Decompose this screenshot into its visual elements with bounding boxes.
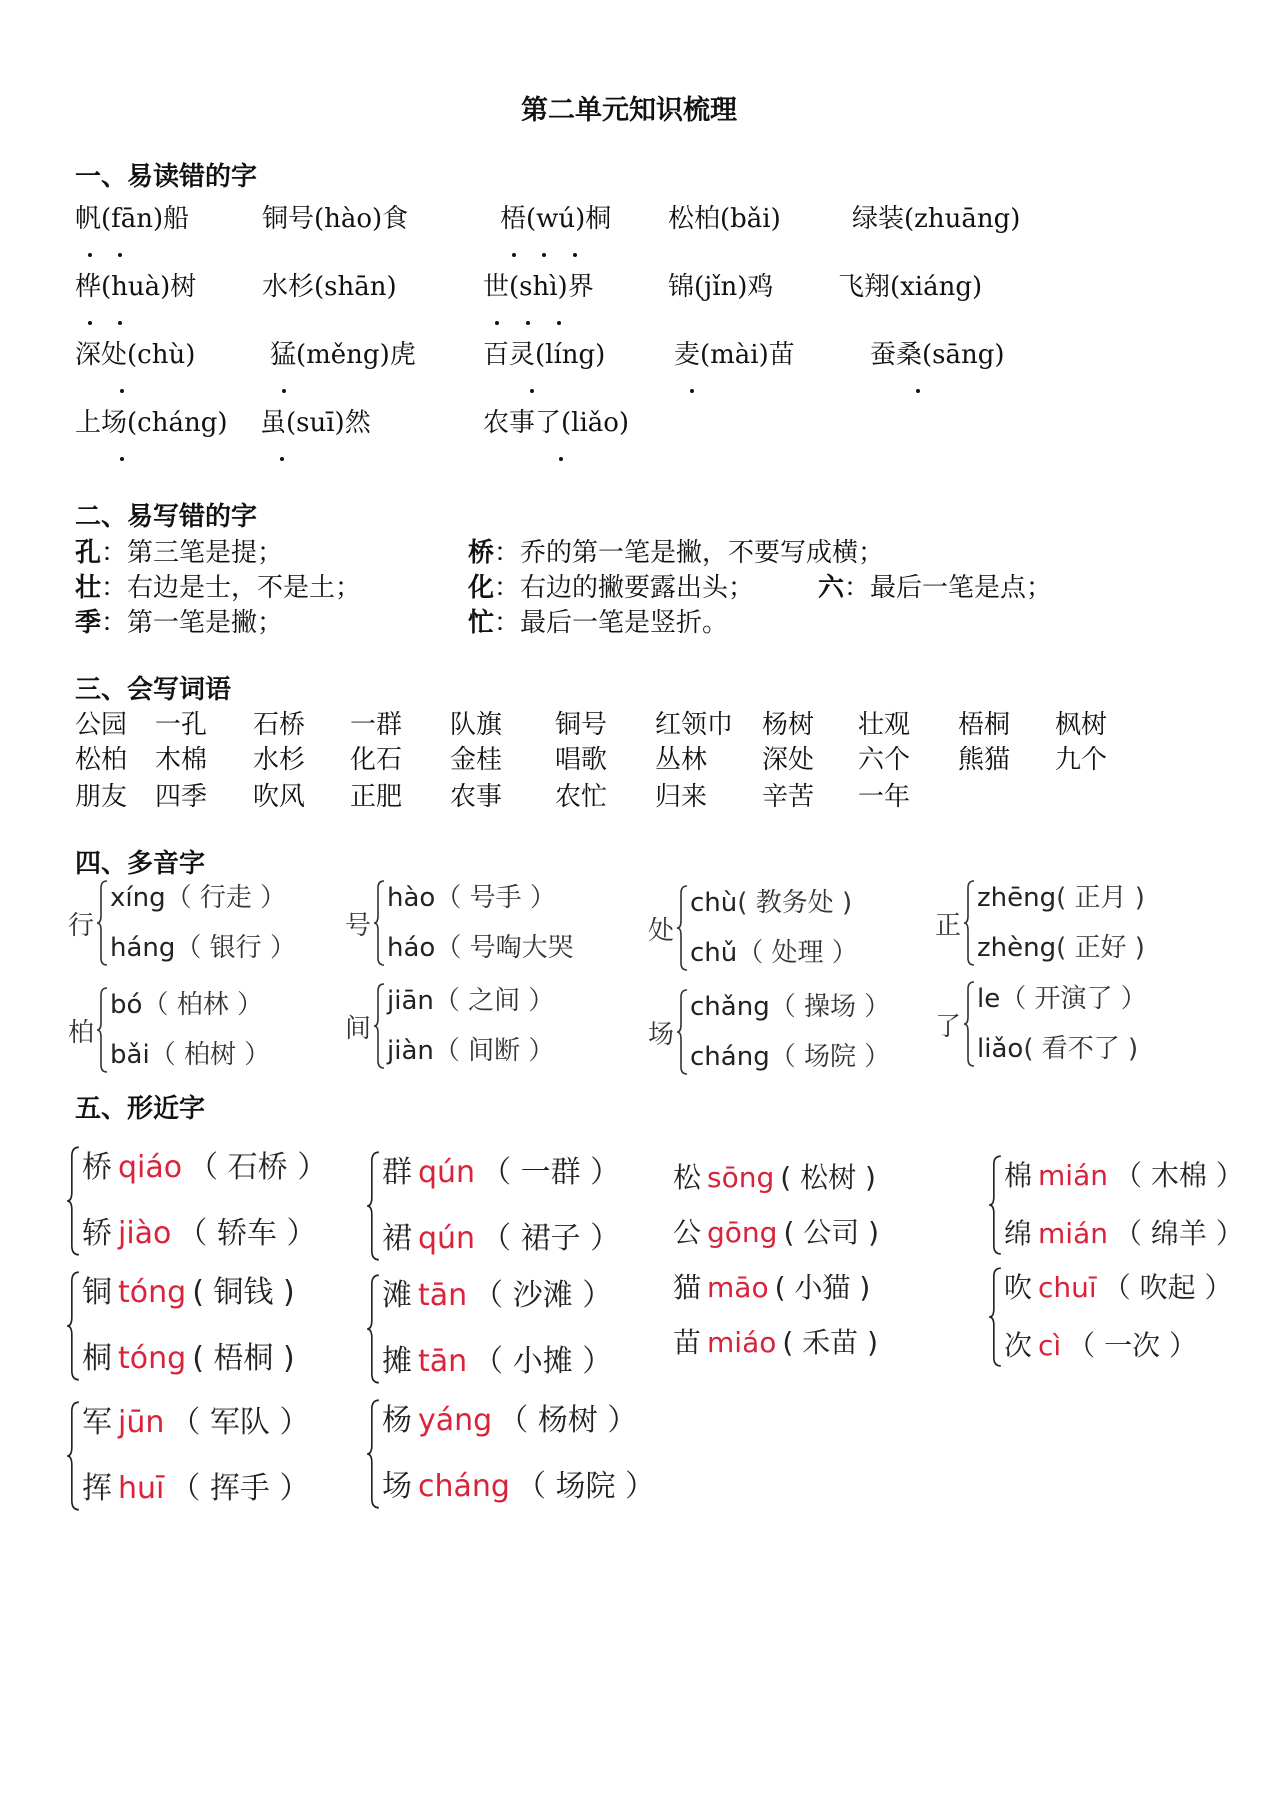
- similar-char: 裙: [382, 1221, 412, 1256]
- word: 铜号: [555, 710, 608, 740]
- miswritten-note: 右边是士，不是土；: [127, 573, 362, 603]
- similar-char: 场: [382, 1469, 412, 1504]
- word: 九个: [1055, 745, 1108, 775]
- polyphonic-group-jian: [345, 978, 554, 1074]
- word: 木棉: [155, 745, 208, 775]
- similar-line: [82, 1206, 327, 1262]
- misread-item: 农事了(liǎo): [483, 408, 630, 438]
- miswritten-char: 六: [818, 573, 845, 603]
- polyphonic-group-chang: [648, 984, 890, 1080]
- brace-icon: [676, 989, 688, 1075]
- misread-item: 水杉(shān): [262, 272, 397, 302]
- similar-line: [82, 1331, 295, 1387]
- example-word: （ 轿车 ）: [177, 1216, 317, 1251]
- word: 队旗: [450, 710, 503, 740]
- similar-line: [82, 1461, 309, 1517]
- similar-char: 挥: [82, 1471, 112, 1506]
- word: 红领巾: [655, 710, 734, 740]
- emphasis-dot: [88, 253, 92, 257]
- example-word: （ 裙子 ）: [481, 1221, 621, 1256]
- pinyin: qún: [418, 1221, 476, 1256]
- misread-item: 深处(chù): [75, 340, 196, 370]
- word: 朋友: [75, 782, 128, 812]
- miswritten-note: 第三笔是提；: [127, 538, 284, 568]
- word: 农忙: [555, 782, 608, 812]
- emphasis-dot: [118, 253, 122, 257]
- pinyin: cháng: [418, 1469, 510, 1504]
- brace-icon: [366, 1151, 380, 1261]
- misread-item: 世(shì)界: [483, 272, 594, 302]
- brace-icon: [96, 880, 108, 966]
- pinyin: zhèng: [977, 933, 1057, 963]
- similar-line: [1004, 1262, 1233, 1314]
- similar-pair-qun: [366, 1145, 620, 1267]
- reading-line: [690, 930, 858, 976]
- word: 一孔: [155, 710, 208, 740]
- reading-line: [387, 978, 554, 1024]
- similar-char: 摊: [382, 1344, 412, 1379]
- pinyin: hào: [387, 883, 436, 913]
- example-word: （ 开演了 ）: [1000, 984, 1147, 1014]
- similar-line: [1004, 1208, 1244, 1260]
- similar-line: [1004, 1150, 1244, 1202]
- polyphonic-group-hao: [345, 875, 574, 971]
- emphasis-dot: [526, 321, 530, 325]
- section-heading-polyphonic: 四、多音字: [75, 849, 206, 879]
- similar-line: [382, 1334, 612, 1390]
- pinyin: jiàn: [387, 1036, 434, 1066]
- example-word: （ 号啕大哭: [435, 933, 574, 963]
- similar-line: [82, 1265, 295, 1321]
- emphasis-dot: [916, 389, 920, 393]
- word: 杨树: [762, 710, 815, 740]
- similar-char: 吹: [1004, 1271, 1033, 1304]
- similar-pair-tan: [366, 1268, 612, 1390]
- reading-line: [690, 984, 890, 1030]
- separator: ：: [101, 608, 128, 638]
- brace-icon: [66, 1271, 80, 1381]
- pinyin: le: [977, 984, 1001, 1014]
- emphasis-dot: [557, 321, 561, 325]
- reading-line: [387, 1028, 554, 1074]
- example-word: ( 禾苗 ): [782, 1326, 879, 1359]
- similar-line: [673, 1260, 879, 1315]
- miswritten-char: 孔: [75, 538, 102, 568]
- miswritten-note: 乔的第一笔是撇，不要写成横；: [520, 538, 885, 568]
- word: 丛林: [655, 745, 708, 775]
- similar-pair-yang-chang: [366, 1393, 655, 1515]
- emphasis-dot: [542, 253, 546, 257]
- emphasis-dot: [118, 321, 122, 325]
- miswritten-note: 最后一笔是竖折。: [520, 608, 729, 638]
- example-word: ( 小猫 ): [774, 1271, 871, 1304]
- example-word: （ 处理 ）: [737, 938, 858, 968]
- miswritten-note: 第一笔是撇；: [127, 608, 284, 638]
- similar-char: 轿: [82, 1216, 112, 1251]
- word: 石桥: [253, 710, 306, 740]
- example-word: ( 正月 ): [1056, 883, 1145, 913]
- word: 正肥: [350, 782, 403, 812]
- page-title: 第二单元知识梳理: [521, 95, 737, 126]
- polyphonic-group-le: [935, 976, 1147, 1072]
- word: 六个: [858, 745, 911, 775]
- brace-icon: [988, 1267, 1002, 1367]
- similar-char: 军: [82, 1405, 112, 1440]
- pinyin: cháng: [690, 1042, 770, 1072]
- emphasis-dot: [280, 457, 284, 461]
- reading-line: [690, 1034, 890, 1080]
- reading-line: [387, 875, 574, 921]
- polyphonic-group-bai: [68, 982, 270, 1078]
- separator: ：: [494, 573, 521, 603]
- pinyin: miáo: [707, 1326, 777, 1359]
- section-heading-miswritten: 二、易写错的字: [75, 502, 258, 532]
- separator: ：: [101, 573, 128, 603]
- pinyin: qún: [418, 1155, 476, 1190]
- reading-line: [977, 925, 1145, 971]
- word: 金桂: [450, 745, 503, 775]
- separator: ：: [494, 538, 521, 568]
- word: 松柏: [75, 745, 128, 775]
- polyphonic-group-xing: [68, 875, 296, 971]
- pinyin: zhēng: [977, 883, 1057, 913]
- miswritten-char: 壮: [75, 573, 102, 603]
- brace-icon: [66, 1401, 80, 1511]
- pinyin: jiān: [387, 986, 434, 1016]
- similar-char: 桥: [82, 1150, 112, 1185]
- misread-item: 松柏(bǎi): [668, 204, 781, 234]
- word: 一群: [350, 710, 403, 740]
- separator: ：: [494, 608, 521, 638]
- polyphonic-group-chu: [648, 880, 858, 976]
- example-word: （ 吹起 ）: [1102, 1271, 1233, 1304]
- similar-char: 杨: [382, 1403, 412, 1438]
- emphasis-dot: [495, 321, 499, 325]
- word: 唱歌: [555, 745, 608, 775]
- miswritten-note: 右边的撇要露出头；: [520, 573, 755, 603]
- polyphonic-char: 间: [345, 1013, 372, 1044]
- word: 四季: [155, 782, 208, 812]
- brace-icon: [66, 1146, 80, 1256]
- separator: ：: [844, 573, 871, 603]
- pinyin: mián: [1038, 1217, 1108, 1250]
- miswritten-char: 化: [468, 573, 495, 603]
- word: 农事: [450, 782, 503, 812]
- similar-pair-chui-ci: [988, 1262, 1233, 1372]
- word: 归来: [655, 782, 708, 812]
- similar-char: 铜: [82, 1275, 112, 1310]
- misread-item: 猛(měng)虎: [270, 340, 416, 370]
- example-word: （ 木棉 ）: [1113, 1159, 1244, 1192]
- section-heading-words: 三、会写词语: [75, 675, 232, 705]
- example-word: （ 柏林 ）: [142, 990, 263, 1020]
- misread-item: 飞翔(xiáng): [838, 272, 983, 302]
- similar-column-song-gong-mao-miao: [673, 1150, 879, 1370]
- brace-icon: [373, 983, 385, 1069]
- similar-line: [82, 1140, 327, 1196]
- pinyin: tóng: [118, 1341, 187, 1376]
- example-word: （ 之间 ）: [433, 986, 555, 1016]
- brace-icon: [366, 1274, 380, 1384]
- emphasis-dot: [559, 457, 563, 461]
- misread-item: 虽(suī)然: [260, 408, 371, 438]
- pinyin: gōng: [707, 1216, 778, 1249]
- similar-char: 绵: [1004, 1217, 1033, 1250]
- example-word: （ 号手 ）: [435, 883, 556, 913]
- reading-line: [977, 1026, 1147, 1072]
- reading-line: [387, 925, 574, 971]
- similar-char: 群: [382, 1155, 412, 1190]
- similar-char: 滩: [382, 1278, 412, 1313]
- example-word: （ 操场 ）: [769, 992, 891, 1022]
- example-word: （ 场院 ）: [515, 1469, 656, 1504]
- similar-pair-tong: [66, 1265, 295, 1387]
- word: 深处: [762, 745, 815, 775]
- similar-line: [673, 1150, 879, 1205]
- word: 化石: [350, 745, 403, 775]
- example-word: （ 杨树 ）: [498, 1403, 638, 1438]
- brace-icon: [373, 880, 385, 966]
- polyphonic-group-zheng: [935, 875, 1145, 971]
- emphasis-dot: [282, 389, 286, 393]
- misread-item: 梧(wú)桐: [500, 204, 612, 234]
- pinyin: jiào: [118, 1216, 172, 1251]
- similar-line: [382, 1459, 655, 1515]
- pinyin: mián: [1038, 1159, 1108, 1192]
- word: 梧桐: [958, 710, 1011, 740]
- similar-char: 松: [673, 1161, 702, 1194]
- word: 壮观: [858, 710, 911, 740]
- example-word: （ 一群 ）: [481, 1155, 621, 1190]
- pinyin: māo: [707, 1271, 769, 1304]
- pinyin: chǎng: [690, 992, 770, 1022]
- similar-char: 棉: [1004, 1159, 1033, 1192]
- polyphonic-char: 场: [648, 1019, 675, 1050]
- example-word: （ 一次 ）: [1067, 1329, 1198, 1362]
- pinyin: háng: [110, 933, 176, 963]
- example-word: （ 行走 ）: [165, 883, 287, 913]
- example-word: （ 石桥 ）: [188, 1150, 328, 1185]
- misread-item: 桦(huà)树: [75, 272, 197, 302]
- similar-line: [382, 1145, 620, 1201]
- example-word: （ 银行 ）: [175, 933, 296, 963]
- brace-icon: [963, 981, 975, 1067]
- reading-line: [110, 875, 296, 921]
- example-word: ( 看不了 ): [1023, 1034, 1139, 1064]
- emphasis-dot: [88, 321, 92, 325]
- miswritten-item-hua: [468, 567, 754, 604]
- pinyin: háo: [387, 933, 436, 963]
- polyphonic-char: 正: [935, 910, 962, 941]
- brace-icon: [96, 987, 108, 1073]
- pinyin: chù: [690, 888, 738, 918]
- pinyin: qiáo: [118, 1150, 183, 1185]
- reading-line: [977, 976, 1147, 1022]
- pinyin: tān: [418, 1278, 468, 1313]
- similar-char: 公: [673, 1216, 702, 1249]
- pinyin: cì: [1038, 1329, 1062, 1362]
- polyphonic-char: 处: [648, 915, 675, 946]
- misread-item: 蚕桑(sāng): [870, 340, 1005, 370]
- word: 一年: [858, 782, 911, 812]
- brace-icon: [963, 880, 975, 966]
- pinyin: chǔ: [690, 938, 738, 968]
- miswritten-char: 季: [75, 608, 102, 638]
- section-heading-similar: 五、形近字: [75, 1094, 206, 1124]
- example-word: ( 教务处 ): [737, 888, 853, 918]
- emphasis-dot: [530, 389, 534, 393]
- emphasis-dot: [573, 253, 577, 257]
- example-word: ( 公司 ): [783, 1216, 880, 1249]
- polyphonic-char: 柏: [68, 1017, 95, 1048]
- pinyin: xíng: [110, 883, 166, 913]
- example-word: （ 间断 ）: [433, 1036, 555, 1066]
- example-word: （ 绵羊 ）: [1113, 1217, 1244, 1250]
- similar-pair-jun-hui: [66, 1395, 309, 1517]
- similar-line: [382, 1393, 655, 1449]
- similar-line: [382, 1211, 620, 1267]
- brace-icon: [988, 1155, 1002, 1255]
- example-word: （ 沙滩 ）: [473, 1278, 613, 1313]
- similar-line: [382, 1268, 612, 1324]
- miswritten-item-ji: [75, 602, 283, 639]
- separator: ：: [101, 538, 128, 568]
- example-word: （ 场院 ）: [769, 1042, 891, 1072]
- word: 辛苦: [762, 782, 815, 812]
- example-word: （ 挥手 ）: [170, 1471, 310, 1506]
- miswritten-item-liu: [818, 567, 1052, 604]
- word: 吹风: [253, 782, 306, 812]
- pinyin: sōng: [707, 1161, 775, 1194]
- misread-item: 锦(jǐn)鸡: [668, 272, 774, 302]
- emphasis-dot: [512, 253, 516, 257]
- polyphonic-char: 了: [935, 1011, 962, 1042]
- similar-pair-mian: [988, 1150, 1244, 1260]
- emphasis-dot: [120, 389, 124, 393]
- example-word: ( 松树 ): [780, 1161, 876, 1194]
- brace-icon: [366, 1399, 380, 1509]
- brace-icon: [676, 885, 688, 971]
- misread-item: 百灵(líng): [483, 340, 606, 370]
- similar-line: [673, 1205, 879, 1260]
- reading-line: [110, 925, 296, 971]
- emphasis-dot: [690, 389, 694, 393]
- example-word: （ 柏树 ）: [149, 1040, 271, 1070]
- pinyin: jūn: [118, 1405, 165, 1440]
- miswritten-item-mang: [468, 602, 728, 639]
- reading-line: [110, 1032, 270, 1078]
- similar-char: 桐: [82, 1341, 112, 1376]
- miswritten-char: 桥: [468, 538, 495, 568]
- pinyin: chuī: [1038, 1271, 1097, 1304]
- misread-item: 上场(cháng): [75, 408, 228, 438]
- pinyin: yáng: [418, 1403, 493, 1438]
- similar-pair-qiao-jiao: [66, 1140, 327, 1262]
- misread-item: 铜号(hào)食: [262, 204, 409, 234]
- word: 熊猫: [958, 745, 1011, 775]
- reading-line: [110, 982, 270, 1028]
- reading-line: [977, 875, 1145, 921]
- example-word: ( 梧桐 ): [192, 1341, 295, 1376]
- polyphonic-char: 行: [68, 910, 95, 941]
- miswritten-item-qiao: [468, 532, 884, 569]
- pinyin: liǎo: [977, 1034, 1024, 1064]
- pinyin: bǎi: [110, 1040, 150, 1070]
- pinyin: bó: [110, 990, 143, 1020]
- section-heading-misread: 一、易读错的字: [75, 162, 258, 192]
- similar-char: 猫: [673, 1271, 702, 1304]
- reading-line: [690, 880, 858, 926]
- similar-line: [1004, 1320, 1233, 1372]
- miswritten-note: 最后一笔是点；: [870, 573, 1053, 603]
- example-word: ( 铜钱 ): [192, 1275, 295, 1310]
- example-word: （ 小摊 ）: [473, 1344, 613, 1379]
- pinyin: tóng: [118, 1275, 187, 1310]
- similar-char: 次: [1004, 1329, 1033, 1362]
- word: 水杉: [253, 745, 306, 775]
- misread-item: 帆(fān)船: [75, 204, 190, 234]
- emphasis-dot: [120, 457, 124, 461]
- example-word: （ 军队 ）: [170, 1405, 310, 1440]
- miswritten-item-kong: [75, 532, 283, 569]
- pinyin: tān: [418, 1344, 468, 1379]
- similar-char: 苗: [673, 1326, 702, 1359]
- miswritten-char: 忙: [468, 608, 495, 638]
- word: 公园: [75, 710, 128, 740]
- similar-line: [673, 1315, 879, 1370]
- word: 枫树: [1055, 710, 1108, 740]
- miswritten-item-zhuang: [75, 567, 361, 604]
- misread-item: 绿装(zhuāng): [852, 204, 1021, 234]
- misread-item: 麦(mài)苗: [674, 340, 795, 370]
- polyphonic-char: 号: [345, 910, 372, 941]
- similar-line: [82, 1395, 309, 1451]
- pinyin: huī: [118, 1471, 165, 1506]
- example-word: ( 正好 ): [1056, 933, 1145, 963]
